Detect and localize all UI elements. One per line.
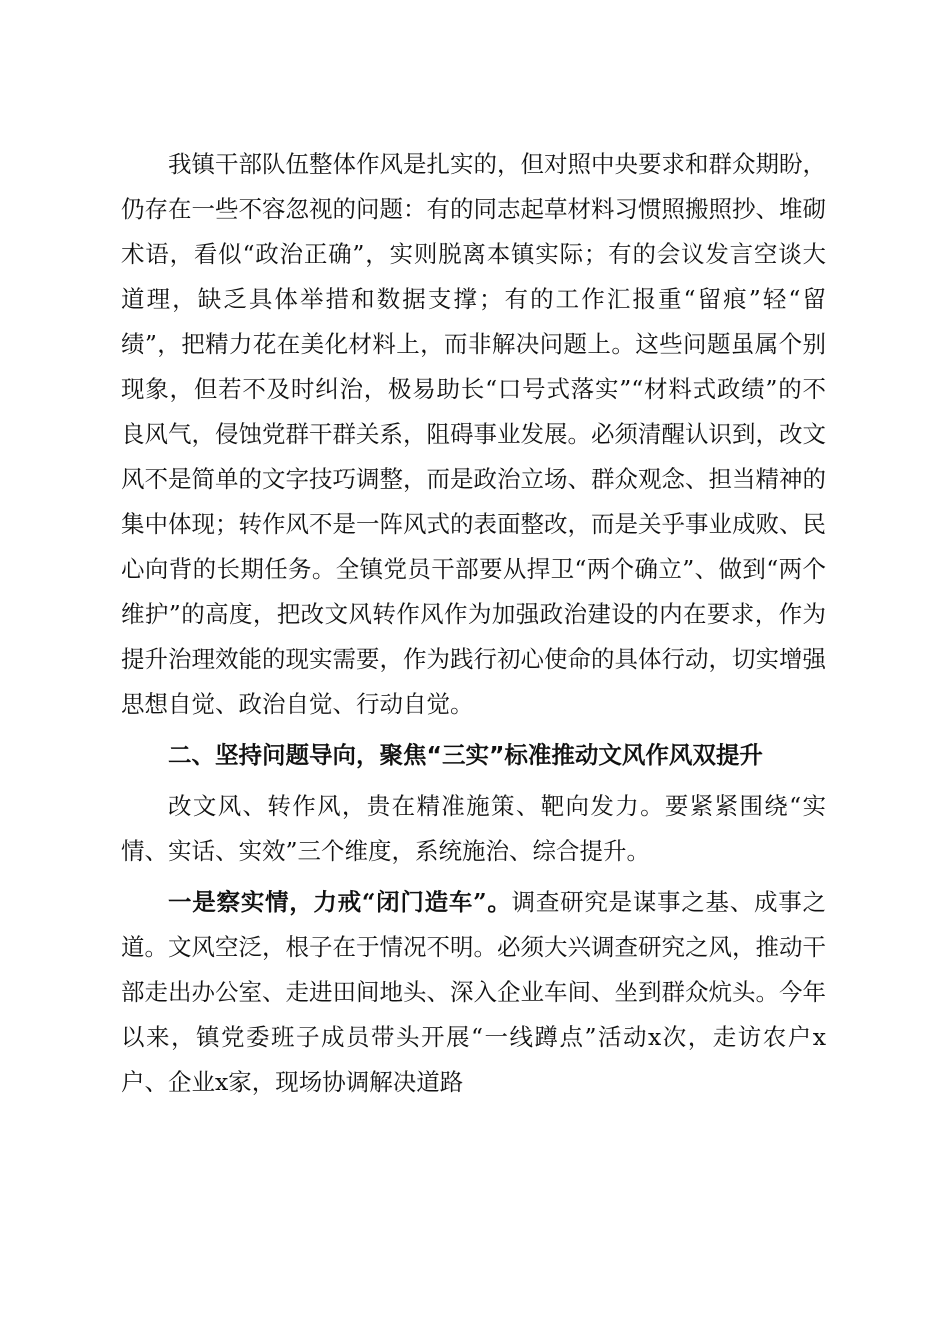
point-1-lead: 一是察实情，力戒“闭门造车”。 <box>168 888 512 916</box>
point-1-body: 调查研究是谋事之基、成事之道。文风空泛，根子在于情况不明。必须大兴调查研究之风，推动干部走出办公室、走进田间地头、深入企业车间、坐到群众炕头。今年以来，镇党委班子成员带头开展“一线蹲点”活动x次，走访农户x户、企业x家，现场协调解决道路 <box>121 888 826 1096</box>
section-heading-2: 二、坚持问题导向，聚焦“三实”标准推动文风作风双提升 <box>168 741 763 769</box>
paragraph-problems: 我镇干部队伍整体作风是扎实的，但对照中央要求和群众期盼，仍存在一些不容忽视的问题：有的同志起草材料习惯照搬照抄、堆砌术语，看似“政治正确”，实则脱离本镇实际；有的会议发言空谈大道理，缺乏具体举措和数据支撑；有的工作汇报重“留痕”轻“留绩”，把精力花在美化材料上，而非解决问题上。这些问题虽属个别现象，但若不及时纠治，极易助长“口号式落实”“材料式政绩”的不良风气，侵蚀党群干群关系，阻碍事业发展。必须清醒认识到，改文风不是简单的文字技巧调整，而是政治立场、群众观念、担当精神的集中体现；转作风不是一阵风式的表面整改，而是关乎事业成败、民心向背的长期任务。全镇党员干部要从捍卫“两个确立”、做到“两个维护”的高度，把改文风转作风作为加强政治建设的内在要求，作为提升治理效能的现实需要，作为践行初心使命的具体行动，切实增强思想自觉、政治自觉、行动自觉。 <box>121 150 826 718</box>
paragraph-point-1 <box>121 880 826 1105</box>
document-body <box>121 142 826 1105</box>
paragraph-intro-three-shi: 改文风、转作风，贵在精准施策、靶向发力。要紧紧围绕“实情、实话、实效”三个维度，系统施治、综合提升。 <box>121 792 826 865</box>
